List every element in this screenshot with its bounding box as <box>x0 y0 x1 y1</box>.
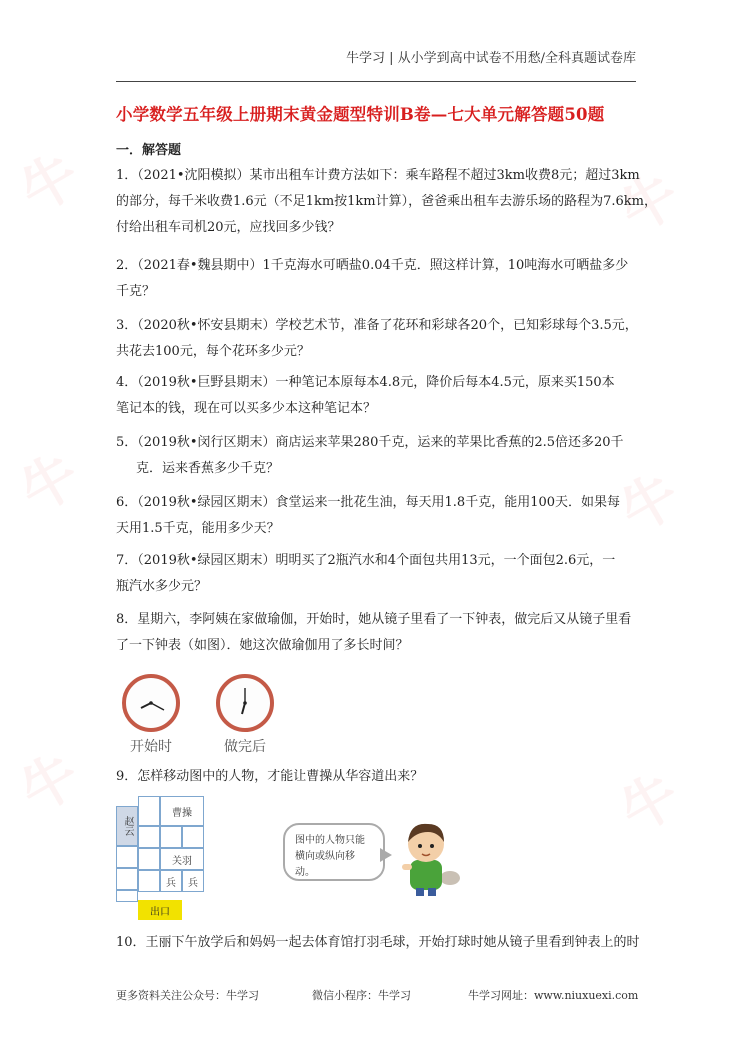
watermark: 牛 <box>609 161 691 247</box>
question-line: 4．（2019秋•巨野县期末）一种笔记本原每本4.8元，降价后每本4.5元，原来买150本 <box>116 375 615 390</box>
clock-start-label: 开始时 <box>130 739 172 755</box>
question-7 <box>116 548 638 600</box>
speech-bubble-tail <box>380 848 392 862</box>
puzzle-piece-caocao: 曹操 <box>160 796 204 826</box>
question-line: 5．（2019秋•闵行区期末）商店运来苹果280千克，运来的苹果比香蕉的2.5倍还多20千 <box>116 435 624 450</box>
puzzle-cell <box>116 868 138 890</box>
question-line: 共花去100元，每个花环多少元？ <box>116 344 310 359</box>
footer-mini-program: 微信小程序：牛学习 <box>312 989 411 1002</box>
clock-end-icon <box>216 674 274 732</box>
puzzle-cell <box>138 826 160 848</box>
puzzle-cell <box>116 846 138 868</box>
speech-bubble: 图中的人物只能横向或纵向移动。 <box>283 823 385 881</box>
question-4 <box>116 370 638 422</box>
puzzle-cell <box>138 796 160 826</box>
question-line: 10．王丽下午放学后和妈妈一起去体育馆打羽毛球，开始打球时她从镜子里看到钟表上的时 <box>116 935 640 950</box>
watermark: 牛 <box>609 761 691 847</box>
header-divider <box>116 81 636 82</box>
page-title: 小学数学五年级上册期末黄金题型特训B卷—七大单元解答题50题 <box>116 105 605 124</box>
puzzle-cell <box>116 890 138 902</box>
question-5 <box>116 430 638 482</box>
puzzle-cell <box>182 826 204 848</box>
question-line: 8．星期六，李阿姨在家做瑜伽，开始时，她从镜子里看了一下钟表，做完后又从镜子里看 <box>116 612 632 627</box>
question-8 <box>116 607 638 659</box>
question-line: 了一下钟表（如图）．她这次做瑜伽用了多长时间？ <box>116 638 409 653</box>
puzzle-cell <box>138 848 160 870</box>
huarong-puzzle <box>116 796 206 922</box>
question-line: 瓶汽水多少元？ <box>116 579 208 594</box>
puzzle-cell <box>138 870 160 892</box>
clock-figure <box>116 668 276 758</box>
question-line: 笔记本的钱，现在可以买多少本这种笔记本？ <box>116 401 377 416</box>
question-line: 7．（2019秋•绿园区期末）明明买了2瓶汽水和4个面包共用13元，一个面包2.6元，一 <box>116 553 616 568</box>
clock-start-icon <box>122 674 180 732</box>
question-line: 千克？ <box>116 284 156 299</box>
question-1 <box>116 163 658 241</box>
question-line: 付给出租车司机20元，应找回多少钱？ <box>116 220 341 235</box>
puzzle-piece-bing: 兵 <box>182 870 204 892</box>
footer-wechat-account: 更多资料关注公众号：牛学习 <box>116 989 259 1002</box>
question-line: 克．运来香蕉多少千克？ <box>136 461 280 476</box>
puzzle-piece-guanyu: 关羽 <box>160 848 204 870</box>
watermark: 牛 <box>9 741 91 827</box>
question-6 <box>116 490 638 542</box>
question-line: 6．（2019秋•绿园区期末）食堂运来一批花生油，每天用1.8千克，能用100天．如果每 <box>116 495 621 510</box>
question-line: 3．（2020秋•怀安县期末）学校艺术节，准备了花环和彩球各20个，已知彩球每个3.5元， <box>116 318 638 333</box>
boy-illustration-icon <box>392 814 462 896</box>
clock-end-label: 做完后 <box>224 739 266 755</box>
section-heading: 一．解答题 <box>116 143 182 158</box>
watermark: 牛 <box>9 141 91 227</box>
puzzle-piece-bing: 兵 <box>160 870 182 892</box>
question-line: 1．（2021•沈阳模拟）某市出租车计费方法如下：乘车路程不超过3km收费8元；超过3km <box>116 168 640 183</box>
watermark: 牛 <box>609 461 691 547</box>
question-line: 的部分，每千米收费1.6元（不足1km按1km计算），爸爸乘出租车去游乐场的路程为7.6km， <box>116 194 658 209</box>
question-9 <box>116 764 638 790</box>
puzzle-cell <box>160 826 182 848</box>
watermark: 牛 <box>9 441 91 527</box>
footer-website-link[interactable]: 牛学习网址：www.niuxuexi.com <box>468 989 639 1002</box>
question-line: 天用1.5千克，能用多少天？ <box>116 521 280 536</box>
question-2 <box>116 253 638 305</box>
question-3 <box>116 313 638 365</box>
question-line: 9．怎样移动图中的人物，才能让曹操从华容道出来？ <box>116 769 424 784</box>
header-text: 牛学习 | 从小学到高中试卷不用愁/全科真题试卷库 <box>345 51 636 66</box>
question-line: 2．（2021春•魏县期中）1千克海水可晒盐0.04千克．照这样计算，10吨海水可晒盐多少 <box>116 258 629 273</box>
question-10 <box>116 930 638 956</box>
puzzle-exit: 出口 <box>138 900 182 920</box>
puzzle-piece-zhaoyun: 赵云 <box>116 806 138 846</box>
